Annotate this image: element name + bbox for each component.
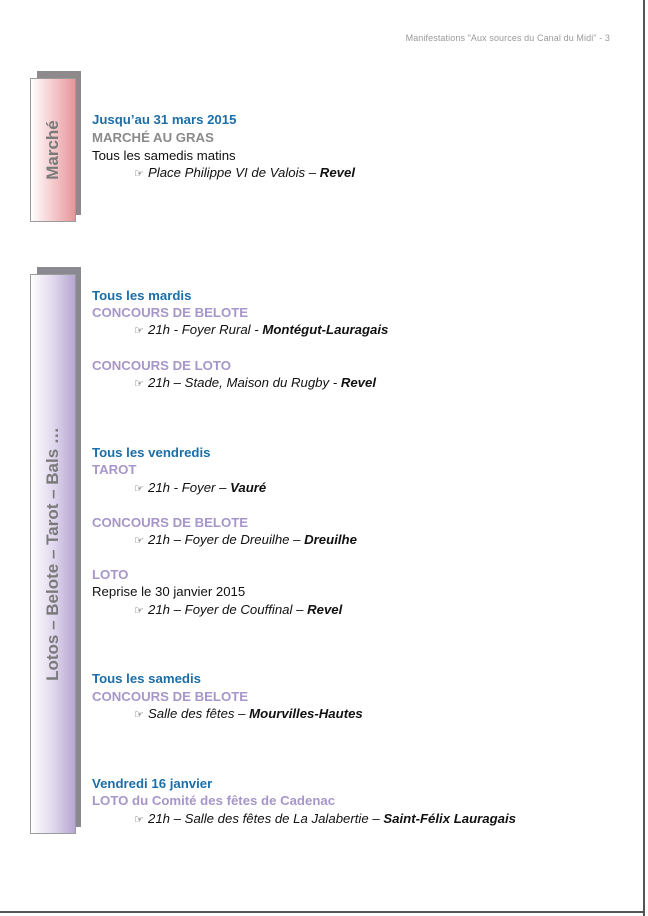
event-location bbox=[92, 321, 388, 340]
event-detail: Reprise le 30 janvier 2015 bbox=[92, 584, 246, 599]
event-category: CONCOURS DE BELOTE bbox=[92, 689, 249, 704]
location-place: Place Philippe VI de Valois – bbox=[148, 165, 320, 180]
event-category: TAROT bbox=[92, 462, 137, 477]
location-place: 21h – Salle des fêtes de La Jalabertie – bbox=[148, 811, 384, 826]
section-tab-label: Marché bbox=[43, 120, 62, 180]
event-category: MARCHÉ AU GRAS bbox=[92, 130, 214, 145]
event-category: CONCOURS DE BELOTE bbox=[92, 305, 249, 320]
event-category: LOTO bbox=[92, 567, 129, 582]
event-category: CONCOURS DE LOTO bbox=[92, 358, 231, 373]
location-town: Revel bbox=[340, 375, 377, 390]
location-place: 21h – Stade, Maison du Rugby - bbox=[148, 375, 341, 390]
location-town: Montégut-Lauragais bbox=[262, 322, 389, 337]
pointing-hand-icon: ☞ bbox=[134, 709, 144, 721]
event-location bbox=[92, 164, 355, 183]
location-place: 21h – Foyer de Couffinal – bbox=[148, 602, 308, 617]
page-edge-bottom bbox=[0, 911, 645, 913]
location-town: Mourvilles-Hautes bbox=[249, 706, 363, 721]
event-category: CONCOURS DE BELOTE bbox=[92, 515, 249, 530]
pointing-hand-icon: ☞ bbox=[134, 378, 144, 390]
location-place: Salle des fêtes – bbox=[148, 706, 250, 721]
pointing-hand-icon: ☞ bbox=[134, 814, 144, 826]
page-header: Manifestations "Aux sources du Canal du Midi" - 3 bbox=[405, 33, 610, 43]
event-date: Jusqu’au 31 mars 2015 bbox=[92, 112, 237, 127]
event-location bbox=[92, 531, 357, 550]
location-town: Revel bbox=[307, 602, 343, 617]
event-detail: Tous les samedis matins bbox=[92, 148, 236, 163]
event-location bbox=[92, 810, 516, 829]
location-place: 21h - Foyer Rural - bbox=[148, 322, 263, 337]
event-date: Tous les mardis bbox=[92, 288, 192, 303]
section-tab-march bbox=[30, 78, 76, 222]
event-category: LOTO du Comité des fêtes de Cadenac bbox=[92, 793, 336, 808]
section-tab-lotos bbox=[30, 274, 76, 834]
event-location bbox=[92, 479, 266, 498]
event-location bbox=[92, 374, 376, 393]
event-location bbox=[92, 601, 342, 620]
pointing-hand-icon: ☞ bbox=[134, 605, 144, 617]
event-location bbox=[92, 705, 363, 724]
section-tab-label: Lotos – Belote – Tarot – Bals … bbox=[43, 427, 62, 681]
pointing-hand-icon: ☞ bbox=[134, 168, 144, 180]
event-date: Tous les samedis bbox=[92, 671, 201, 686]
pointing-hand-icon: ☞ bbox=[134, 483, 144, 495]
location-place: 21h – Foyer de Dreuilhe – bbox=[148, 532, 305, 547]
pointing-hand-icon: ☞ bbox=[134, 535, 144, 547]
event-date: Vendredi 16 janvier bbox=[92, 776, 213, 791]
location-town: Saint-Félix Lauragais bbox=[383, 811, 516, 826]
location-town: Vauré bbox=[230, 480, 267, 495]
location-town: Dreuilhe bbox=[304, 532, 357, 547]
page-edge-right bbox=[643, 0, 645, 916]
event-date: Tous les vendredis bbox=[92, 445, 211, 460]
location-place: 21h - Foyer – bbox=[148, 480, 231, 495]
location-town: Revel bbox=[319, 165, 355, 180]
pointing-hand-icon: ☞ bbox=[134, 325, 144, 337]
